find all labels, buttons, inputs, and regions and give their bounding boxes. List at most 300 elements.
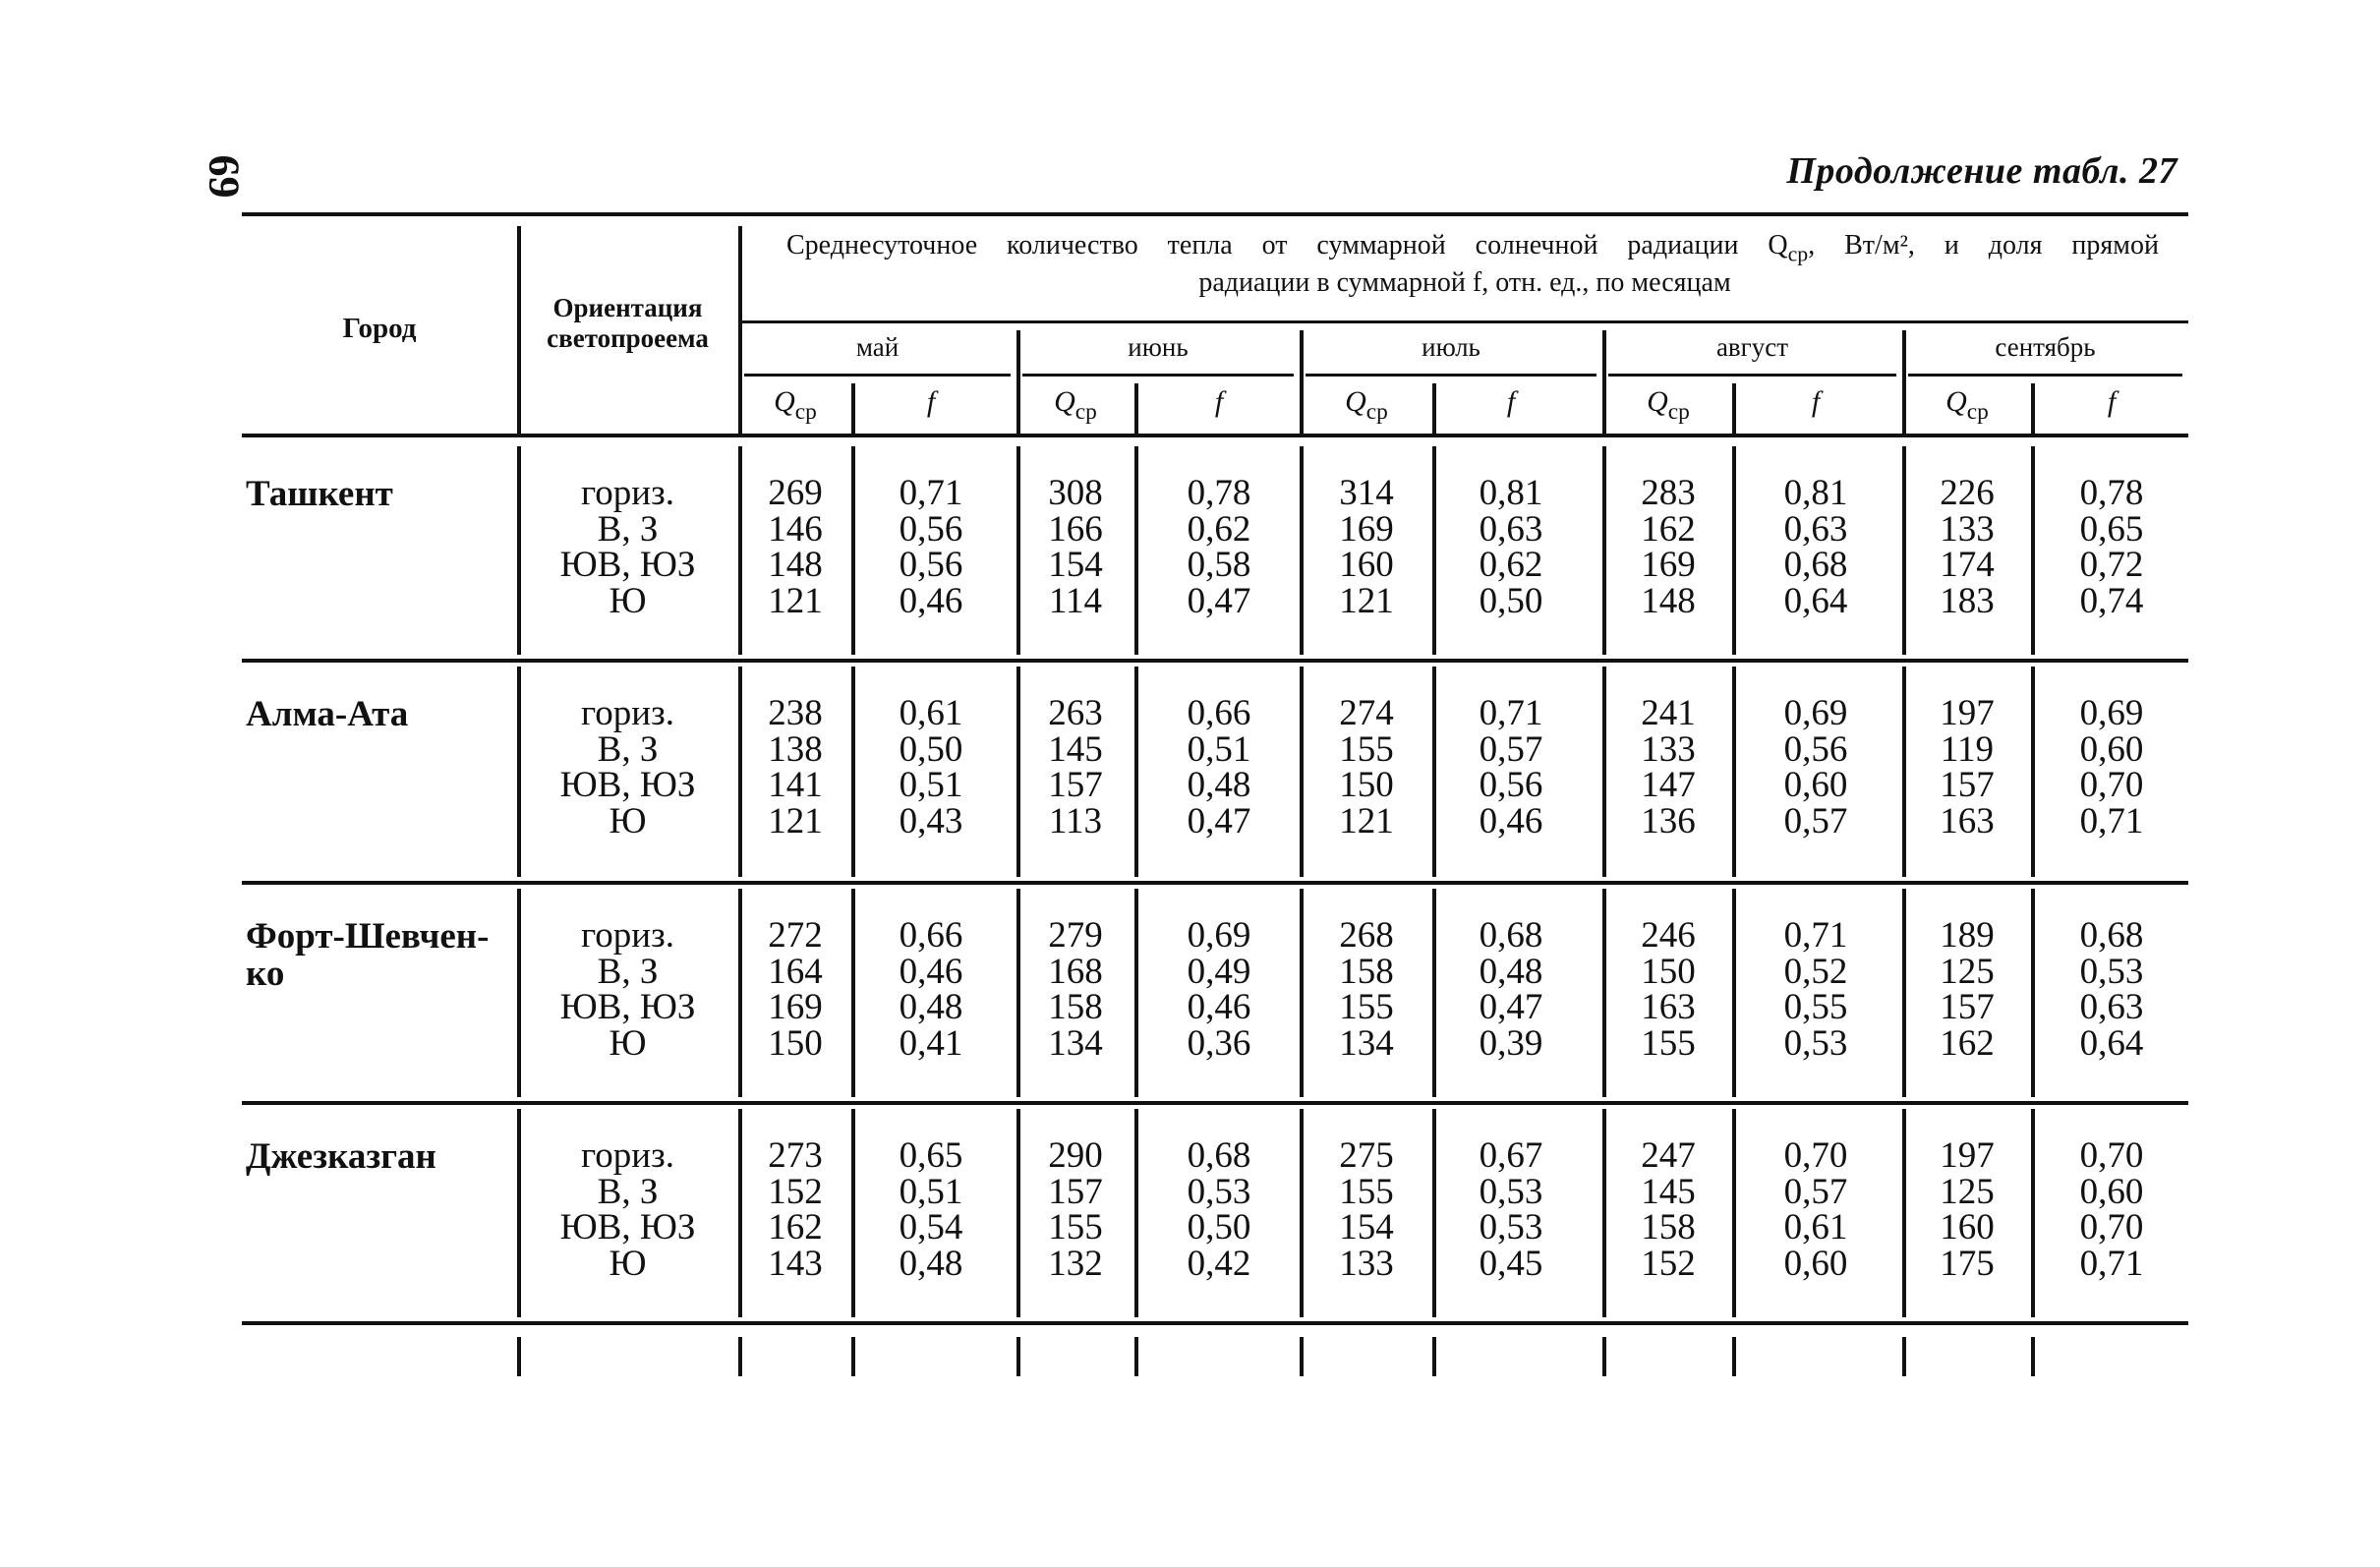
f-value: 0,39	[1479, 1022, 1543, 1064]
q-values	[1307, 915, 1425, 1064]
f-values	[1442, 1135, 1580, 1284]
header-city: Город	[342, 313, 417, 344]
q-value: 269	[768, 473, 823, 513]
month-label: сентябрь	[1995, 332, 2096, 362]
f-header: f	[2107, 385, 2117, 418]
q-value: 155	[1048, 1207, 1103, 1248]
q-value: 148	[1641, 580, 1696, 621]
f-value: 0,67	[1479, 1135, 1543, 1176]
q-value: 189	[1940, 915, 1995, 956]
city-name: Алма-Ата	[246, 694, 409, 734]
header-main-line2: радиации в суммарной f, отн. ед., по месяцам	[1198, 266, 1731, 298]
q-value: 263	[1048, 693, 1103, 733]
city-name: Ташкент	[246, 474, 393, 514]
orientation-item: В, З	[597, 508, 659, 550]
f-value: 0,50	[1479, 580, 1543, 621]
vertical-rule	[738, 226, 742, 434]
vertical-rule	[1732, 667, 1736, 877]
orientation-item: ЮВ, ЮЗ	[559, 1207, 696, 1248]
f-value: 0,78	[2079, 473, 2144, 513]
orientation-list	[517, 1135, 738, 1284]
q-values	[1016, 473, 1134, 621]
q-header	[1619, 385, 1717, 426]
q-value: 268	[1339, 915, 1394, 956]
f-values	[1150, 693, 1288, 842]
q-value: 157	[1940, 987, 1995, 1027]
q-value: 154	[1048, 545, 1103, 585]
f-values	[2043, 915, 2180, 1064]
vertical-rule	[1300, 446, 1304, 655]
f-value: 0,74	[2079, 580, 2144, 621]
q-value: 152	[1641, 1243, 1696, 1284]
q-value: 158	[1641, 1207, 1696, 1248]
month-label: август	[1715, 332, 1789, 362]
q-value: 238	[768, 693, 823, 733]
q-value: 132	[1048, 1243, 1103, 1284]
f-value: 0,66	[899, 915, 963, 956]
f-values	[1150, 1135, 1288, 1284]
q-symbol: Q	[1945, 385, 1967, 418]
q-symbol: Q	[1647, 385, 1668, 418]
q-value: 174	[1940, 545, 1995, 585]
q-value: 134	[1339, 1022, 1394, 1064]
q-value: 141	[768, 765, 823, 805]
q-value: 226	[1940, 473, 1995, 513]
f-value: 0,51	[899, 1171, 963, 1212]
f-value: 0,57	[1783, 1171, 1848, 1212]
q-value: 136	[1641, 800, 1696, 842]
f-value: 0,50	[899, 728, 963, 770]
f-value: 0,53	[1783, 1022, 1848, 1064]
f-value: 0,68	[2079, 915, 2144, 956]
vertical-rule	[1300, 1337, 1304, 1376]
f-value: 0,52	[1783, 951, 1848, 992]
f-value: 0,63	[2079, 987, 2144, 1027]
f-values	[1442, 473, 1580, 621]
vertical-rule	[1432, 1337, 1436, 1376]
q-value: 279	[1048, 915, 1103, 956]
q-subscript: ср	[1074, 399, 1097, 426]
horizontal-rule	[1022, 374, 1294, 377]
f-value: 0,62	[1187, 508, 1251, 550]
city-name: Джезказган	[246, 1136, 436, 1177]
f-value: 0,56	[899, 545, 963, 585]
q-value: 162	[768, 1207, 823, 1248]
q-value: 169	[1641, 545, 1696, 585]
orientation-item: Ю	[609, 1022, 647, 1064]
f-value: 0,46	[1479, 800, 1543, 842]
vertical-rule	[1902, 1109, 1906, 1317]
vertical-rule	[1432, 446, 1436, 655]
month-label: июнь	[1128, 332, 1189, 362]
f-value: 0,65	[2079, 508, 2144, 550]
f-value: 0,71	[2079, 1243, 2144, 1284]
f-values	[2043, 1135, 2180, 1284]
f-value: 0,81	[1479, 473, 1543, 513]
f-values	[2043, 693, 2180, 842]
vertical-rule	[517, 1337, 521, 1376]
q-value: 121	[1339, 800, 1394, 842]
vertical-rule	[738, 1337, 742, 1376]
horizontal-rule	[1908, 374, 2182, 377]
f-value: 0,56	[1479, 765, 1543, 805]
f-value: 0,71	[1783, 915, 1848, 956]
vertical-rule	[2031, 383, 2035, 434]
q-value: 145	[1641, 1171, 1696, 1212]
f-value: 0,58	[1187, 545, 1251, 585]
q-value: 154	[1339, 1207, 1394, 1248]
orientation-item: В, З	[597, 1171, 659, 1212]
q-values	[1609, 693, 1727, 842]
f-value: 0,51	[899, 765, 963, 805]
f-value: 0,54	[899, 1207, 963, 1248]
f-value: 0,57	[1479, 728, 1543, 770]
q-value: 175	[1940, 1243, 1995, 1284]
header-main-subscript: ср	[1787, 242, 1809, 266]
q-value: 114	[1048, 580, 1103, 621]
f-header: f	[1811, 385, 1821, 418]
f-values	[1442, 915, 1580, 1064]
f-value: 0,41	[899, 1022, 963, 1064]
q-values	[1609, 1135, 1727, 1284]
f-value: 0,69	[1187, 915, 1251, 956]
vertical-rule	[1300, 667, 1304, 877]
f-header: f	[1214, 385, 1224, 418]
f-value: 0,66	[1187, 693, 1251, 733]
orientation-item: гориз.	[581, 915, 674, 956]
orientation-item: В, З	[597, 951, 659, 992]
vertical-rule	[1134, 889, 1138, 1097]
f-value: 0,72	[2079, 545, 2144, 585]
f-value: 0,64	[2079, 1022, 2144, 1064]
q-value: 241	[1641, 693, 1696, 733]
q-values	[736, 693, 854, 842]
q-values	[1307, 693, 1425, 842]
q-value: 274	[1339, 693, 1394, 733]
vertical-rule	[1134, 446, 1138, 655]
q-subscript: ср	[1966, 399, 1989, 426]
orientation-item: гориз.	[581, 473, 674, 513]
vertical-rule	[1732, 383, 1736, 434]
q-value: 125	[1940, 1171, 1995, 1212]
f-value: 0,45	[1479, 1243, 1543, 1284]
q-values	[1908, 1135, 2026, 1284]
page-number: 69	[200, 154, 249, 199]
vertical-rule	[1432, 1109, 1436, 1317]
q-values	[736, 473, 854, 621]
q-value: 155	[1641, 1022, 1696, 1064]
vertical-rule	[1432, 889, 1436, 1097]
f-value: 0,46	[899, 580, 963, 621]
f-value: 0,63	[1783, 508, 1848, 550]
q-values	[1016, 915, 1134, 1064]
vertical-rule	[1602, 1337, 1606, 1376]
vertical-rule	[1134, 383, 1138, 434]
orientation-list	[517, 915, 738, 1064]
header-main-line1	[747, 230, 2182, 267]
q-header	[1317, 385, 1416, 426]
vertical-rule	[2031, 1109, 2035, 1317]
f-value: 0,68	[1479, 915, 1543, 956]
f-value: 0,46	[1187, 987, 1251, 1027]
vertical-rule	[1732, 889, 1736, 1097]
f-value: 0,48	[899, 1243, 963, 1284]
q-value: 134	[1048, 1022, 1103, 1064]
q-value: 246	[1641, 915, 1696, 956]
f-value: 0,48	[899, 987, 963, 1027]
f-value: 0,69	[2079, 693, 2144, 733]
orientation-item: гориз.	[581, 1135, 674, 1176]
f-value: 0,50	[1187, 1207, 1251, 1248]
f-value: 0,56	[899, 508, 963, 550]
f-value: 0,68	[1783, 545, 1848, 585]
f-value: 0,69	[1783, 693, 1848, 733]
q-value: 157	[1048, 765, 1103, 805]
f-values	[1747, 1135, 1885, 1284]
f-value: 0,70	[2079, 1135, 2144, 1176]
q-value: 157	[1048, 1171, 1103, 1212]
q-value: 133	[1940, 508, 1995, 550]
q-header	[1026, 385, 1125, 426]
f-value: 0,42	[1187, 1243, 1251, 1284]
q-value: 150	[768, 1022, 823, 1064]
q-value: 148	[768, 545, 823, 585]
horizontal-rule	[242, 659, 2188, 663]
q-value: 275	[1339, 1135, 1394, 1176]
vertical-rule	[1732, 1109, 1736, 1317]
f-values	[862, 1135, 1000, 1284]
vertical-rule	[1902, 889, 1906, 1097]
q-value: 146	[768, 508, 823, 550]
f-value: 0,56	[1783, 728, 1848, 770]
f-value: 0,47	[1479, 987, 1543, 1027]
f-value: 0,47	[1187, 800, 1251, 842]
vertical-rule	[851, 383, 855, 434]
f-value: 0,71	[2079, 800, 2144, 842]
q-header	[746, 385, 844, 426]
f-header: f	[1506, 385, 1516, 418]
vertical-rule	[1300, 889, 1304, 1097]
q-value: 308	[1048, 473, 1103, 513]
f-header: f	[926, 385, 936, 418]
q-value: 160	[1339, 545, 1394, 585]
vertical-rule	[1902, 1337, 1906, 1376]
f-value: 0,43	[899, 800, 963, 842]
orientation-list	[517, 693, 738, 842]
orientation-item: ЮВ, ЮЗ	[559, 545, 696, 585]
q-value: 290	[1048, 1135, 1103, 1176]
f-value: 0,65	[899, 1135, 963, 1176]
q-value: 143	[768, 1243, 823, 1284]
f-value: 0,61	[1783, 1207, 1848, 1248]
horizontal-rule	[242, 1321, 2188, 1325]
vertical-rule	[1300, 1109, 1304, 1317]
q-value: 125	[1940, 951, 1995, 992]
q-value: 145	[1048, 728, 1103, 770]
f-value: 0,60	[1783, 765, 1848, 805]
header-main-tail: , Вт/м², и доля прямой	[1808, 230, 2159, 261]
q-values	[736, 915, 854, 1064]
q-value: 163	[1641, 987, 1696, 1027]
orientation-item: В, З	[597, 728, 659, 770]
q-value: 147	[1641, 765, 1696, 805]
q-value: 119	[1940, 728, 1995, 770]
f-value: 0,55	[1783, 987, 1848, 1027]
f-value: 0,51	[1187, 728, 1251, 770]
f-values	[862, 693, 1000, 842]
f-values	[862, 915, 1000, 1064]
f-value: 0,70	[1783, 1135, 1848, 1176]
vertical-rule	[1602, 446, 1606, 655]
vertical-rule	[1432, 383, 1436, 434]
q-value: 158	[1048, 987, 1103, 1027]
vertical-rule	[2031, 667, 2035, 877]
f-value: 0,57	[1783, 800, 1848, 842]
horizontal-rule	[242, 881, 2188, 885]
f-value: 0,81	[1783, 473, 1848, 513]
q-symbol: Q	[774, 385, 795, 418]
horizontal-rule	[738, 320, 2188, 323]
vertical-rule	[1732, 1337, 1736, 1376]
q-value: 166	[1048, 508, 1103, 550]
q-value: 314	[1339, 473, 1394, 513]
f-value: 0,63	[1479, 508, 1543, 550]
f-values	[1747, 693, 1885, 842]
q-value: 138	[768, 728, 823, 770]
table-continuation-caption: Продолжение табл. 27	[1786, 150, 2177, 192]
q-value: 168	[1048, 951, 1103, 992]
f-values	[1747, 473, 1885, 621]
q-value: 197	[1940, 1135, 1995, 1176]
q-value: 121	[1339, 580, 1394, 621]
f-value: 0,62	[1479, 545, 1543, 585]
vertical-rule	[1602, 667, 1606, 877]
q-value: 133	[1339, 1243, 1394, 1284]
vertical-rule	[1016, 1337, 1020, 1376]
q-values	[1908, 693, 2026, 842]
q-value: 152	[768, 1171, 823, 1212]
vertical-rule	[1134, 1109, 1138, 1317]
f-values	[862, 473, 1000, 621]
orientation-item: Ю	[609, 1243, 647, 1284]
q-value: 164	[768, 951, 823, 992]
f-value: 0,61	[899, 693, 963, 733]
vertical-rule	[2031, 1337, 2035, 1376]
orientation-item: гориз.	[581, 693, 674, 733]
f-value: 0,46	[899, 951, 963, 992]
horizontal-rule	[1608, 374, 1896, 377]
orientation-item: Ю	[609, 580, 647, 621]
q-value: 150	[1339, 765, 1394, 805]
horizontal-rule	[744, 374, 1011, 377]
q-subscript: ср	[1365, 399, 1388, 426]
header-orientation: Ориентация светопроеема	[547, 293, 709, 354]
vertical-rule	[1902, 667, 1906, 877]
q-value: 155	[1339, 728, 1394, 770]
f-values	[1747, 915, 1885, 1064]
f-value: 0,68	[1187, 1135, 1251, 1176]
q-value: 155	[1339, 987, 1394, 1027]
f-values	[1150, 473, 1288, 621]
f-value: 0,48	[1479, 951, 1543, 992]
vertical-rule	[1134, 667, 1138, 877]
q-value: 160	[1940, 1207, 1995, 1248]
f-value: 0,71	[1479, 693, 1543, 733]
horizontal-rule	[1306, 374, 1596, 377]
f-value: 0,60	[1783, 1243, 1848, 1284]
orientation-item: ЮВ, ЮЗ	[559, 765, 696, 805]
q-symbol: Q	[1345, 385, 1366, 418]
q-values	[1908, 915, 2026, 1064]
f-value: 0,36	[1187, 1022, 1251, 1064]
f-values	[2043, 473, 2180, 621]
q-value: 247	[1641, 1135, 1696, 1176]
q-symbol: Q	[1054, 385, 1075, 418]
f-value: 0,60	[2079, 1171, 2144, 1212]
q-values	[736, 1135, 854, 1284]
q-values	[1016, 693, 1134, 842]
f-value: 0,47	[1187, 580, 1251, 621]
vertical-rule	[1432, 667, 1436, 877]
q-values	[1609, 915, 1727, 1064]
q-values	[1307, 1135, 1425, 1284]
vertical-rule	[1902, 446, 1906, 655]
q-values	[1307, 473, 1425, 621]
f-values	[1150, 915, 1288, 1064]
q-value: 162	[1940, 1022, 1995, 1064]
orientation-list	[517, 473, 738, 621]
f-value: 0,49	[1187, 951, 1251, 992]
f-value: 0,48	[1187, 765, 1251, 805]
vertical-rule	[1602, 889, 1606, 1097]
f-value: 0,70	[2079, 1207, 2144, 1248]
q-value: 169	[1339, 508, 1394, 550]
vertical-rule	[1602, 1109, 1606, 1317]
q-value: 183	[1940, 580, 1995, 621]
month-label: июль	[1422, 332, 1480, 362]
f-value: 0,70	[2079, 765, 2144, 805]
vertical-rule	[2031, 889, 2035, 1097]
q-value: 163	[1940, 800, 1995, 842]
month-label: май	[855, 332, 900, 362]
vertical-rule	[851, 1337, 855, 1376]
q-value: 121	[768, 800, 823, 842]
q-value: 155	[1339, 1171, 1394, 1212]
q-values	[1609, 473, 1727, 621]
q-subscript: ср	[1667, 399, 1690, 426]
q-value: 133	[1641, 728, 1696, 770]
orientation-item: ЮВ, ЮЗ	[559, 987, 696, 1027]
city-name: Форт-Шевчен- ко	[246, 916, 490, 994]
q-value: 169	[768, 987, 823, 1027]
f-value: 0,53	[1479, 1171, 1543, 1212]
q-value: 162	[1641, 508, 1696, 550]
f-values	[1442, 693, 1580, 842]
f-value: 0,78	[1187, 473, 1251, 513]
q-value: 283	[1641, 473, 1696, 513]
vertical-rule	[1134, 1337, 1138, 1376]
header-main-text: Среднесуточное количество тепла от суммарной солнечной радиации Q	[786, 230, 1788, 261]
q-values	[1016, 1135, 1134, 1284]
q-value: 273	[768, 1135, 823, 1176]
f-value: 0,53	[1187, 1171, 1251, 1212]
f-value: 0,71	[899, 473, 963, 513]
q-value: 150	[1641, 951, 1696, 992]
q-value: 272	[768, 915, 823, 956]
f-value: 0,60	[2079, 728, 2144, 770]
horizontal-rule	[242, 434, 2188, 437]
q-subscript: ср	[794, 399, 817, 426]
